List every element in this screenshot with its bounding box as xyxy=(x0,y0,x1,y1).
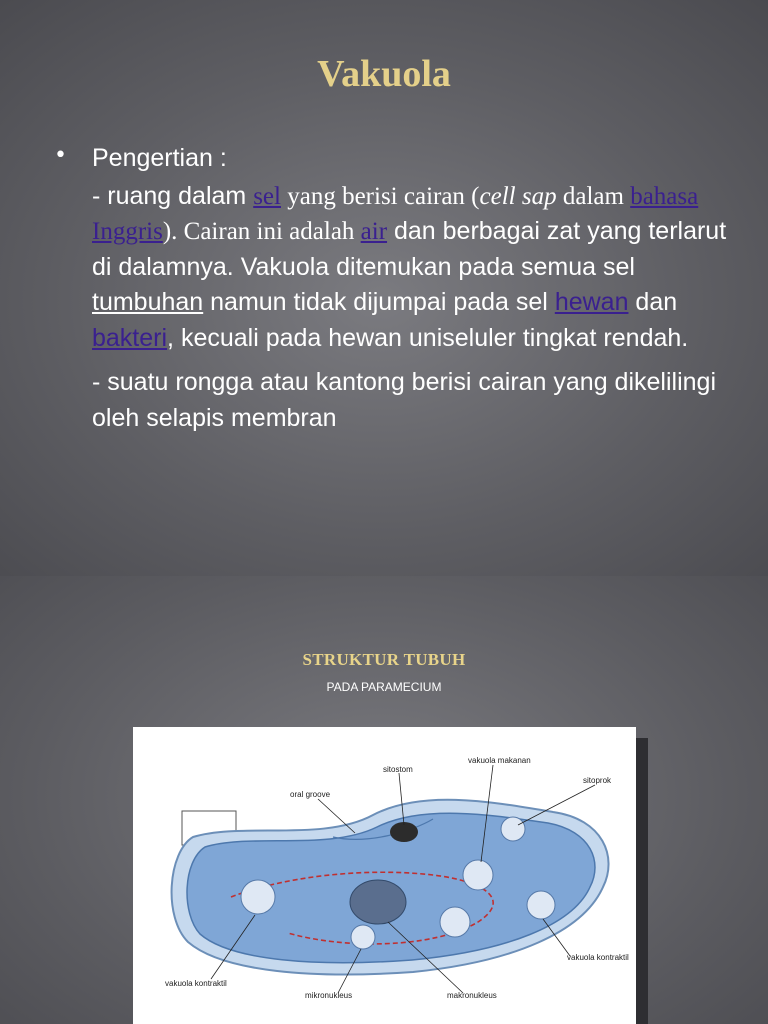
link-tumbuhan[interactable]: tumbuhan xyxy=(92,288,204,316)
label-vakuola-kontraktil-right: vakuola kontraktil xyxy=(567,953,629,962)
label-mikronukleus: mikronukleus xyxy=(305,991,353,1000)
link-bahasa-inggris[interactable]: bahasa Inggris xyxy=(92,182,699,245)
link-sel[interactable]: sel xyxy=(253,182,281,210)
micronucleus-shape xyxy=(351,925,375,949)
text-span: dalam xyxy=(556,182,631,210)
paramecium-figure xyxy=(133,727,636,1024)
label-sitostom: sitostom xyxy=(383,765,413,774)
paramecium-diagram xyxy=(133,727,636,1024)
link-air[interactable]: air xyxy=(360,218,388,245)
text-span: dan berbagai zat yang terlarut di dalamnya. Vakuola ditemukan pada semua sel xyxy=(92,217,727,281)
contractile-vacuole-left xyxy=(241,880,275,914)
slide-struktur-tubuh xyxy=(0,576,768,1024)
slide-title: Vakuola xyxy=(317,53,451,95)
label-oral-groove: oral groove xyxy=(290,790,331,799)
food-vacuole-3 xyxy=(501,817,525,841)
text-span: ). Cairan ini adalah xyxy=(162,218,361,245)
label-vakuola-makanan: vakuola makanan xyxy=(468,756,531,765)
label-sitoprok: sitoprok xyxy=(583,776,612,785)
slide-body xyxy=(92,141,732,436)
slide-subtitle: PADA PARAMECIUM xyxy=(326,680,442,694)
bullet-label: Pengertian : xyxy=(92,144,227,172)
label-vakuola-kontraktil-left: vakuola kontraktil xyxy=(165,979,227,988)
text-span: dan xyxy=(628,288,678,316)
text-span: , kecuali pada hewan uniseluler tingkat rendah. xyxy=(167,323,689,352)
text-span: - ruang dalam xyxy=(92,181,254,210)
bullet-icon: • xyxy=(54,143,67,168)
label-makronukleus: makronukleus xyxy=(447,991,497,1000)
definition-paragraph-2: - suatu rongga atau kantong berisi cairan yang dikelilingi oleh selapis membran xyxy=(92,368,716,432)
definition-paragraph-1 xyxy=(92,179,732,357)
text-span: namun tidak dijumpai pada sel xyxy=(203,288,555,316)
link-hewan[interactable]: hewan xyxy=(554,288,629,316)
cell-sap-term: cell sap xyxy=(479,182,557,210)
food-vacuole-2 xyxy=(440,907,470,937)
link-bakteri[interactable]: bakteri xyxy=(92,323,168,352)
contractile-vacuole-right xyxy=(527,891,555,919)
food-vacuole-1 xyxy=(463,860,493,890)
text-span: yang berisi cairan ( xyxy=(280,182,480,210)
macronucleus-shape xyxy=(350,880,406,924)
slide-title: STRUKTUR TUBUH xyxy=(302,650,466,669)
